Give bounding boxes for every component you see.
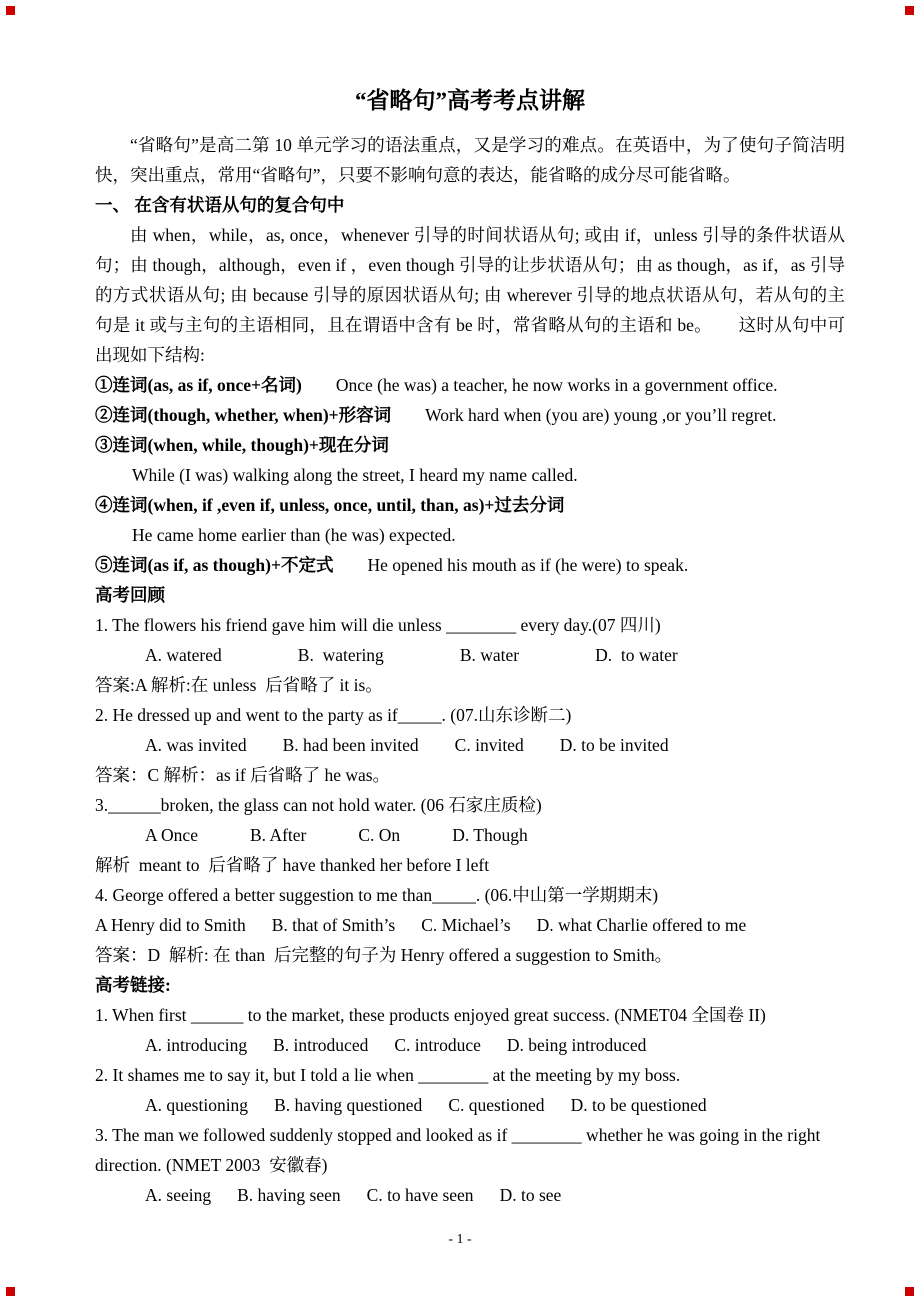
pattern-item-1	[95, 370, 845, 400]
option-b: B. having questioned	[274, 1095, 423, 1115]
option-b: B. had been invited	[282, 735, 419, 755]
option-b: B. watering	[297, 645, 384, 665]
option-b: B. After	[249, 825, 307, 845]
corner-marker-bottom-right	[905, 1287, 914, 1296]
review-q2-answer: 答案：C 解析：as if 后省略了 he was。	[95, 765, 391, 785]
links-q2-options	[95, 1090, 845, 1120]
pattern-example: He opened his mouth as if (he were) to speak.	[367, 555, 689, 575]
pattern-label: ③连词(when, while, though)+现在分词	[95, 435, 389, 455]
section1-heading: 一、 在含有状语从句的复合句中	[95, 195, 345, 215]
corner-marker-top-left	[6, 6, 15, 15]
review-q2-options	[95, 730, 845, 760]
review-q4-stem: 4. George offered a better suggestion to me than_____. (06.中山第一学期期末)	[95, 885, 659, 905]
option-a: A. introducing	[145, 1035, 248, 1055]
pattern-example: Work hard when (you are) young ,or you’ll regret.	[425, 405, 777, 425]
option-a: A Henry did to Smith	[95, 915, 246, 935]
links-heading: 高考链接:	[95, 975, 171, 995]
section1-body: 由 when，while，as, once，whenever 引导的时间状语从句; 或由 if，unless 引导的条件状语从句；由 though，although，even if ，even though 引导的让步状语从句；由 as though，as if，as 引导的方式状语从句; 由 because 引导的原因状语从句; 由 wherever 引导的地点状语从句，若从句的主句是 it 或与主句的主语相同，且在谓语中含有 be 时，常省略从句的主语和 be。 这时从句中可出现如下结构:	[95, 225, 845, 365]
pattern-label: ④连词(when, if ,even if, unless, once, until, than, as)+过去分词	[95, 495, 565, 515]
pattern-item-4	[95, 490, 845, 520]
option-b: B. having seen	[237, 1185, 341, 1205]
pattern-example-3: While (I was) walking along the street, I heard my name called.	[132, 465, 578, 485]
option-d: D. to see	[499, 1185, 562, 1205]
pattern-label: ⑤连词(as if, as though)+不定式	[95, 555, 334, 575]
option-c: C. to have seen	[366, 1185, 474, 1205]
review-q2-stem: 2. He dressed up and went to the party as if_____. (07.山东诊断二)	[95, 705, 572, 725]
option-c: B. water	[459, 645, 520, 665]
option-a: A. questioning	[145, 1095, 249, 1115]
pattern-item-3	[95, 430, 845, 460]
option-d: D. Though	[452, 825, 528, 845]
review-q4-answer: 答案：D 解析: 在 than 后完整的句子为 Henry offered a suggestion to Smith。	[95, 945, 673, 965]
review-q1-answer: 答案:A 解析:在 unless 后省略了 it is。	[95, 675, 383, 695]
option-d: D. to be questioned	[570, 1095, 707, 1115]
links-q3-options	[95, 1180, 845, 1210]
links-q2-stem: 2. It shames me to say it, but I told a lie when ________ at the meeting by my boss.	[95, 1065, 681, 1085]
review-q1-stem: 1. The flowers his friend gave him will die unless ________ every day.(07 四川)	[95, 615, 661, 635]
corner-marker-top-right	[905, 6, 914, 15]
pattern-label: ②连词(though, whether, when)+形容词	[95, 405, 392, 425]
option-c: C. invited	[454, 735, 524, 755]
pattern-item-2	[95, 400, 845, 430]
page-number: - 1 -	[448, 1232, 472, 1247]
option-d: D. to water	[595, 645, 678, 665]
option-c: C. questioned	[448, 1095, 545, 1115]
option-a: A. seeing	[145, 1185, 212, 1205]
links-q1-stem: 1. When first ______ to the market, these products enjoyed great success. (NMET04 全国卷 II)	[95, 1005, 766, 1025]
option-d: D. being introduced	[506, 1035, 647, 1055]
review-q3-answer: 解析 meant to 后省略了 have thanked her before I left	[95, 855, 490, 875]
review-heading: 高考回顾	[95, 585, 165, 605]
pattern-example: Once (he was) a teacher, he now works in a government office.	[335, 375, 778, 395]
option-d: D. to be invited	[559, 735, 669, 755]
links-q1-options	[95, 1030, 845, 1060]
option-c: C. introduce	[394, 1035, 481, 1055]
option-d: D. what Charlie offered to me	[536, 915, 747, 935]
review-q4-options	[95, 910, 845, 940]
option-a: A. was invited	[145, 735, 247, 755]
option-a: A. watered	[145, 645, 222, 665]
pattern-item-5	[95, 550, 845, 580]
pattern-label: ①连词(as, as if, once+名词)	[95, 375, 302, 395]
intro-paragraph: “省略句”是高二第 10 单元学习的语法重点，又是学习的难点。在英语中，为了使句子简洁明快，突出重点，常用“省略句”，只要不影响句意的表达，能省略的成分尽可能省略。	[95, 135, 845, 185]
option-a: A Once	[145, 825, 198, 845]
review-q3-stem: 3.______broken, the glass can not hold water. (06 石家庄质检)	[95, 795, 542, 815]
option-b: B. that of Smith’s	[271, 915, 396, 935]
option-c: C. Michael’s	[421, 915, 511, 935]
page-title: “省略句”高考考点讲解	[355, 88, 585, 113]
corner-marker-bottom-left	[6, 1287, 15, 1296]
option-b: B. introduced	[273, 1035, 369, 1055]
review-q3-options	[95, 820, 845, 850]
pattern-example-4: He came home earlier than (he was) expected.	[132, 525, 456, 545]
links-q3-stem: 3. The man we followed suddenly stopped and looked as if ________ whether he was going in the right direction. (NMET 2003 安徽春)	[95, 1125, 825, 1175]
review-q1-options	[95, 640, 845, 670]
option-c: C. On	[358, 825, 401, 845]
